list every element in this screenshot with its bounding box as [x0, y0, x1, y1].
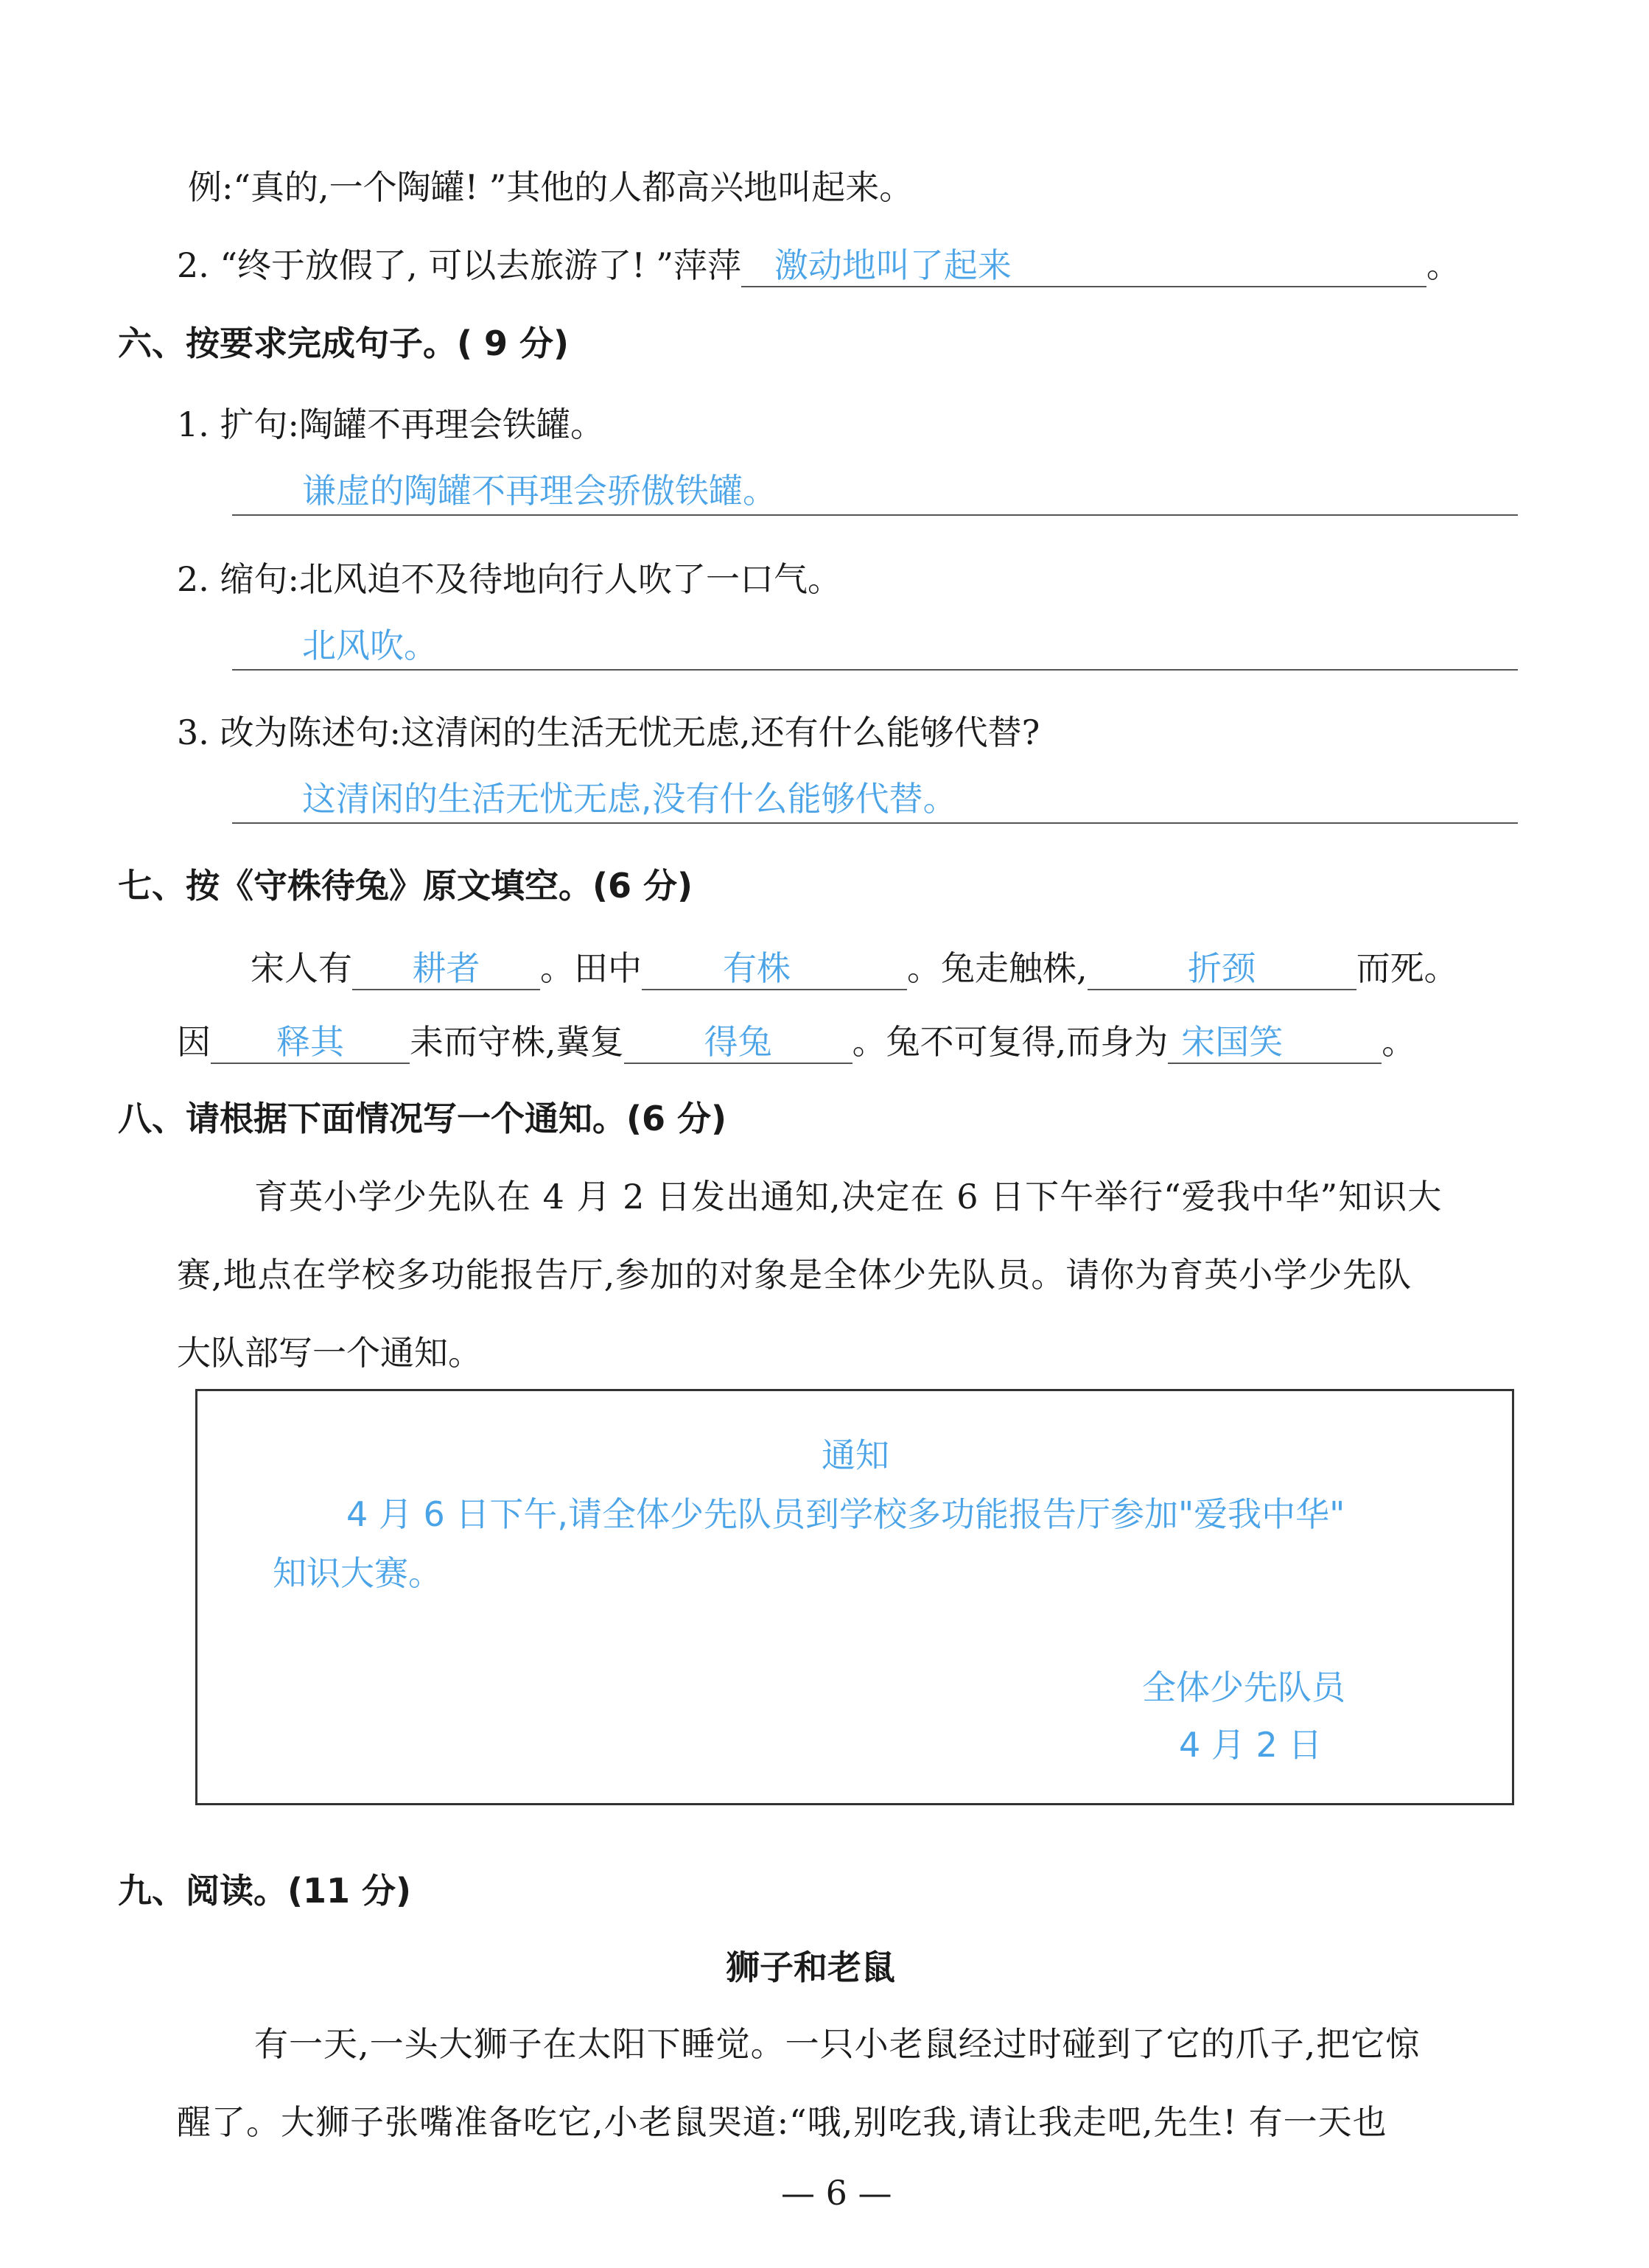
- page-number: — 6 —: [781, 2173, 892, 2213]
- fill-answer-5: 得兔: [704, 1022, 772, 1062]
- notice-body-line-2: 知识大赛。: [273, 1553, 442, 1593]
- question-6-2: 2. 缩句:北风迫不及待地向行人吹了一口气。: [177, 559, 842, 599]
- fill-answer-1: 耕者: [412, 948, 480, 988]
- fill-text: 。兔不可复得,而身为: [852, 1022, 1169, 1062]
- fill-text: 而死。: [1356, 948, 1458, 988]
- section-7-title: 七、按《守株待兔》原文填空。(6 分): [118, 866, 693, 906]
- fill-answer-2: 有株: [723, 948, 791, 988]
- example-sentence: 例:“真的,一个陶罐! ”其他的人都高兴地叫起来。: [188, 167, 914, 207]
- answer-6-3: 这清闲的生活无忧无虑,没有什么能够代替。: [302, 779, 957, 819]
- fill-text: 。兔走触株,: [907, 948, 1088, 988]
- fill-text: 。: [1382, 1022, 1416, 1062]
- question-6-1: 1. 扩句:陶罐不再理会铁罐。: [177, 405, 605, 444]
- question-5-2-prefix: 2. “终于放假了, 可以去旅游了! ”萍萍: [177, 245, 741, 285]
- question-5-2: [177, 243, 1460, 287]
- fill-answer-3: 折颈: [1188, 948, 1256, 988]
- notice-title: 通知: [822, 1435, 889, 1475]
- fill-text: 耒而守株,冀复: [410, 1022, 624, 1062]
- story-paragraph-line-1: 有一天,一头大狮子在太阳下睡觉。一只小老鼠经过时碰到了它的爪子,把它惊: [254, 2024, 1421, 2064]
- prompt-paragraph-line-3: 大队部写一个通知。: [177, 1333, 482, 1373]
- fill-blank-2[interactable]: [642, 946, 907, 990]
- fill-blank-5[interactable]: [624, 1020, 852, 1064]
- fill-text: 。田中: [540, 948, 642, 988]
- notice-signature: 全体少先队员: [1142, 1667, 1345, 1707]
- fill-blank-1[interactable]: [352, 946, 540, 990]
- answer-6-2: 北风吹。: [302, 626, 438, 665]
- fill-answer-4: 释其: [276, 1022, 344, 1062]
- fill-blank-6[interactable]: [1168, 1020, 1382, 1064]
- question-5-2-end: 。: [1426, 245, 1460, 285]
- story-paragraph-line-2: 醒了。大狮子张嘴准备吃它,小老鼠哭道:“哦,别吃我,请让我走吧,先生! 有一天也: [177, 2102, 1387, 2142]
- story-title: 狮子和老鼠: [726, 1947, 895, 1987]
- prompt-paragraph-line-2: 赛,地点在学校多功能报告厅,参加的对象是全体少先队员。请你为育英小学少先队: [177, 1255, 1412, 1295]
- fill-blank-3[interactable]: [1088, 946, 1356, 990]
- answer-blank-5-2[interactable]: [741, 243, 1426, 287]
- answer-line-6-1[interactable]: [232, 514, 1518, 516]
- fill-answer-6: 宋国笑: [1181, 1022, 1284, 1062]
- notice-date: 4 月 2 日: [1179, 1725, 1323, 1765]
- prompt-paragraph-line-1: 育英小学少先队在 4 月 2 日发出通知,决定在 6 日下午举行“爱我中华”知识大: [254, 1177, 1443, 1217]
- answer-line-6-3[interactable]: [232, 822, 1518, 824]
- fill-text: 因: [177, 1022, 211, 1062]
- fill-line-1: [251, 946, 1458, 990]
- notice-body-line-1: 4 月 6 日下午,请全体少先队员到学校多功能报告厅参加"爱我中华": [346, 1494, 1345, 1534]
- fill-line-2: [177, 1020, 1415, 1064]
- question-6-3: 3. 改为陈述句:这清闲的生活无忧无虑,还有什么能够代替?: [177, 713, 1040, 752]
- section-9-title: 九、阅读。(11 分): [118, 1871, 412, 1911]
- section-8-title: 八、请根据下面情况写一个通知。(6 分): [118, 1099, 727, 1138]
- answer-line-6-2[interactable]: [232, 669, 1518, 671]
- answer-6-1: 谦虚的陶罐不再理会骄傲铁罐。: [302, 471, 777, 511]
- section-6-title: 六、按要求完成句子。( 9 分): [118, 323, 570, 363]
- answer-5-2: 激动地叫了起来: [774, 245, 1012, 285]
- fill-blank-4[interactable]: [211, 1020, 410, 1064]
- fill-text: 宋人有: [251, 948, 352, 988]
